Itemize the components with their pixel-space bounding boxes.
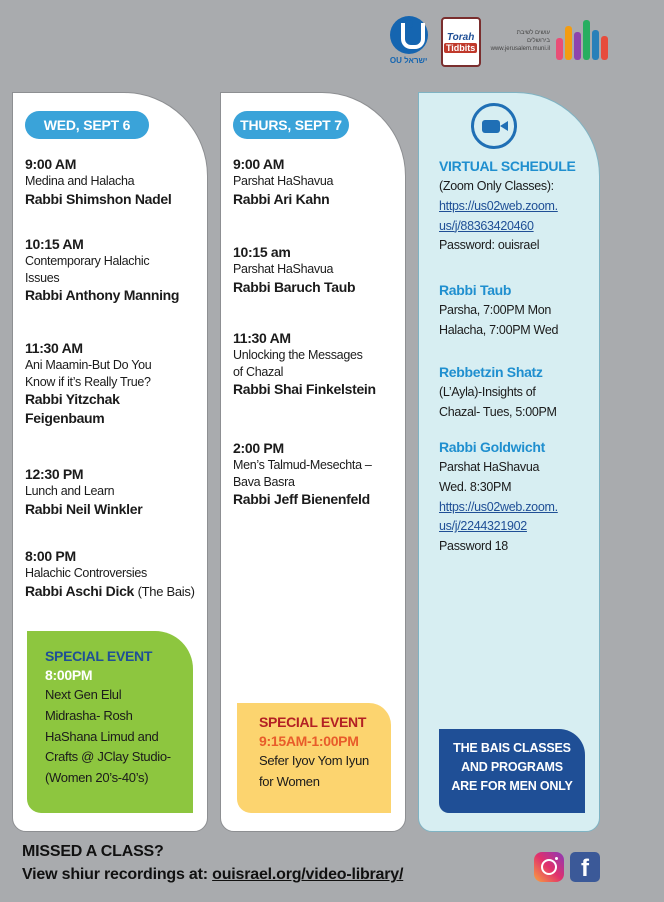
jer-text-line1: עושים לשיבת [516,30,550,37]
session-rabbi: Rabbi Anthony Manning [25,287,180,304]
thursday-day-pill: THURS, SEPT 7 [233,111,349,139]
footer [22,840,403,886]
special-event-desc: Sefer Iyov Yom Iyun [259,753,369,769]
virtual-rabbi-name: Rebbetzin Shatz [439,364,543,380]
virtual-shatz [439,361,593,423]
virtual-rabbi-name: Rabbi Taub [439,282,512,298]
ou-logo-text: OU ישראל [389,56,428,65]
session-rabbi: Rabbi Ari Kahn [233,190,330,207]
torah-tidbits-logo [441,17,481,67]
facebook-icon[interactable]: f [570,852,600,882]
zoom-camera-icon [471,103,517,149]
thursday-column [220,92,406,832]
men-only-line: THE BAIS CLASSES [453,741,571,755]
thu-session-4 [233,439,399,509]
jerusalem-logo [491,18,614,66]
virtual-intro [439,155,593,256]
session-time: 10:15 am [233,244,291,260]
special-event-desc: Midrasha- Rosh [45,708,133,724]
session-time: 8:00 PM [25,548,76,564]
session-topic: Contemporary Halachic [25,254,150,269]
session-topic: Know if it’s Really True? [25,374,151,389]
special-event-desc: (Women 20’s-40’s) [45,769,149,785]
session-time: 9:00 AM [25,156,77,172]
virtual-goldwicht [439,436,593,557]
social-icons [534,852,600,882]
session-rabbi: Feigenbaum [25,409,105,426]
session-topic: Ani Maamin-But Do You [25,358,152,373]
virtual-rabbi-name: Rabbi Goldwicht [439,439,545,455]
session-topic: Medina and Halacha [25,174,135,189]
session-time: 2:00 PM [233,440,284,456]
session-time: 10:15 AM [25,236,84,252]
wednesday-day-pill: WED, SEPT 6 [25,111,149,139]
wed-session-1 [25,155,201,208]
virtual-class-info: Parsha, 7:00PM Mon [439,303,552,318]
video-library-link[interactable]: ouisrael.org/video-library/ [212,866,404,884]
special-event-desc: Next Gen Elul [45,687,122,703]
special-event-desc: Crafts @ JClay Studio- [45,749,171,765]
thu-session-3 [233,329,399,399]
wednesday-column [12,92,208,832]
torah-logo-line1: Torah [446,31,475,43]
thu-session-2 [233,243,399,296]
session-topic: Parshat HaShavua [233,262,334,277]
jerusalem-logo-text [491,30,550,53]
thu-session-1 [233,155,399,208]
special-event-title: SPECIAL EVENT [45,648,153,664]
session-rabbi: Rabbi Shimshon Nadel [25,190,172,207]
special-event-desc: HaShana Limud and [45,728,159,744]
virtual-taub [439,279,593,341]
virtual-column [418,92,600,832]
session-time: 12:30 PM [25,466,84,482]
footer-recordings [22,863,403,886]
session-topic: Issues [25,270,60,285]
footer-prefix: View shiur recordings at: [22,866,213,884]
wed-session-3 [25,339,201,427]
session-rabbi [25,582,201,600]
zoom-link-2[interactable]: https://us02web.zoom. [439,499,558,514]
session-time: 11:30 AM [233,330,291,346]
session-topic: Parshat HaShavua [233,174,334,189]
virtual-class-info: Wed. 8:30PM [439,479,512,494]
virtual-class-info: Chazal- Tues, 5:00PM [439,404,557,419]
special-event-title: SPECIAL EVENT [259,714,367,730]
zoom-password-2: Password 18 [439,539,508,554]
zoom-password-1: Password: ouisrael [439,238,540,253]
session-rabbi: Rabbi Yitzchak [25,391,120,408]
logo-bar [387,14,614,70]
special-event-time: 8:00PM [45,666,93,683]
rabbi-note: (The Bais) [137,583,195,599]
wed-special-event [27,631,193,813]
session-rabbi: Rabbi Shai Finkelstein [233,381,376,398]
virtual-title: VIRTUAL SCHEDULE [439,158,576,174]
jerusalem-art-icon [554,18,614,66]
special-event-desc: for Women [259,773,320,789]
wed-session-2 [25,235,201,305]
wed-session-5 [25,547,201,600]
session-topic: Unlocking the Messages [233,348,363,363]
footer-heading: MISSED A CLASS? [22,843,164,860]
thu-special-event [237,703,391,813]
session-rabbi: Rabbi Neil Winkler [25,500,143,517]
virtual-class-info: (L’Ayla)-Insights of [439,385,536,400]
session-topic: of Chazal [233,364,284,379]
torah-logo-line2: Tidbits [445,42,476,53]
session-topic: Men’s Talmud-Mesechta – [233,458,372,473]
session-time: 11:30 AM [25,340,83,356]
instagram-icon[interactable] [534,852,564,882]
virtual-class-info: Parshat HaShavua [439,460,540,475]
session-time: 9:00 AM [233,156,285,172]
zoom-link-2-cont[interactable]: us/j/2244321902 [439,519,527,534]
zoom-link-1-cont[interactable]: us/j/88363420460 [439,218,534,233]
special-event-time: 9:15AM-1:00PM [259,732,359,749]
jer-text-line2: בירושלים [527,38,550,45]
men-only-notice [439,729,585,813]
men-only-line: ARE FOR MEN ONLY [451,778,573,793]
virtual-class-info: Halacha, 7:00PM Wed [439,322,559,337]
virtual-subtitle: (Zoom Only Classes): [439,179,554,194]
wed-session-4 [25,465,201,518]
session-topic: Lunch and Learn [25,484,115,499]
session-rabbi: Rabbi Baruch Taub [233,278,356,295]
camera-icon [482,120,500,133]
ou-israel-logo [387,16,431,68]
session-rabbi: Rabbi Jeff Bienenfeld [233,491,370,508]
jer-url: www.jerusalem.muni.il [490,45,550,52]
session-topic: Halachic Controversies [25,566,147,581]
ou-logo-icon [390,16,428,54]
session-topic: Bava Basra [233,474,295,489]
men-only-line: AND PROGRAMS [461,759,563,774]
rabbi-name: Rabbi Aschi Dick [25,582,135,599]
zoom-link-1[interactable]: https://us02web.zoom. [439,198,558,213]
